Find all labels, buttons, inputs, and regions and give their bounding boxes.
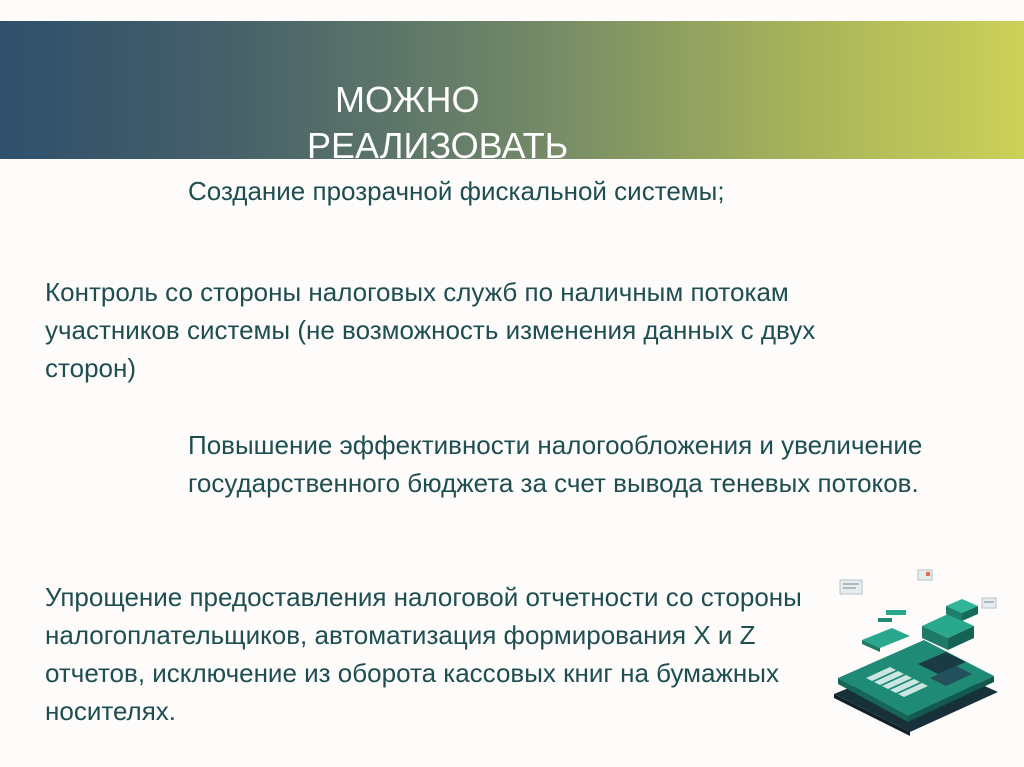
isometric-data-platform-icon [826,566,1006,736]
header-band [0,21,1024,159]
point-reporting-simplification: Упрощение предоставления налоговой отчетности со стороны налогоплательщиков, автоматизация формирования X и Z отчетов, исключение из оборота кассовых книг на бумажных носителях. [45,582,802,726]
point-transparent-fiscal-system: Создание прозрачной фискальной системы; [188,176,725,206]
slide-title: МОЖНО РЕАЛИЗОВАТЬ [307,79,569,159]
point-tax-control: Контроль со стороны налоговых служб по наличным потокам участников системы (не возможность изменения данных с двух сторон) [45,277,816,383]
point-tax-efficiency: Повышение эффективности налогообложения и увеличение государственного бюджета за счет вывода теневых потоков. [188,430,923,498]
